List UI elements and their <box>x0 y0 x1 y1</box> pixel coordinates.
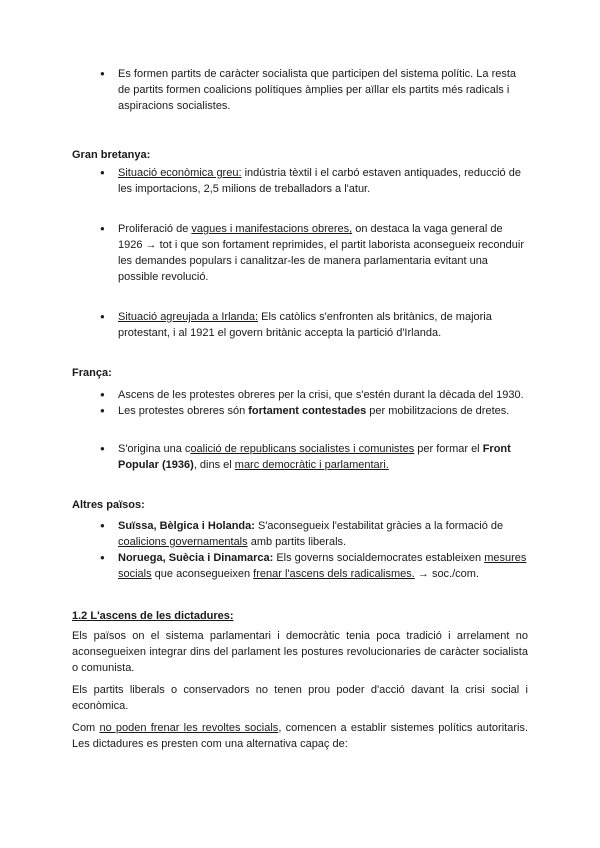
bullet-text: per formar el <box>414 443 483 455</box>
bullet-text: indústria tèxtil i el carbó estaven antiquades, reducció de les importacions, 2,5 milions de treballadors a l'atur. <box>118 167 521 195</box>
bullet-text: Proliferació de <box>118 223 192 235</box>
bullet-text: per mobilitzacions de dretes. <box>366 405 510 417</box>
section-heading-franca: França: <box>72 367 112 379</box>
bullet-text: → soc./com. <box>414 568 480 580</box>
underlined-term: oalició de republicans socialistes i comunistes <box>190 443 415 455</box>
underlined-term: no poden frenar les revoltes socials <box>99 722 279 734</box>
underlined-term: mesures socials <box>118 552 527 580</box>
paragraph: Els països on el sistema parlamentari i democràtic tenia poca tradició i arrelament no aconsegueixen integrar dins del parlament les postures revolucionaries de caràcter socialista o comunista. <box>72 630 528 674</box>
bold-term: Noruega, Suècia i Dinamarca: <box>118 552 274 564</box>
bullet-text: Els catòlics s'enfronten als britànics, de majoria protestant, i al 1921 el govern britànic accepta la partició d'Irlanda. <box>118 311 492 339</box>
underlined-term: vagues i manifestacions obreres, <box>191 223 353 235</box>
list-item <box>72 66 528 114</box>
underlined-term: Situació econòmica greu: <box>118 167 242 179</box>
bullet-text: Els governs socialdemocrates estableixen <box>273 552 485 564</box>
bullet-text: Les protestes obreres són <box>118 405 249 417</box>
bullet-text: Ascens de les protestes obreres per la crisi, que s'estén durant la dècada del 1930. <box>118 389 524 401</box>
list-item <box>72 441 528 473</box>
fr-list <box>72 387 528 473</box>
altres-list <box>72 518 528 582</box>
intro-list <box>72 66 528 114</box>
bullet-text: que aconsegueixen <box>151 568 254 580</box>
bold-term: fortament contestades <box>248 405 367 417</box>
paragraph <box>72 720 528 752</box>
document-page <box>72 66 528 752</box>
underlined-term: coalicions governamentals <box>118 536 248 548</box>
underlined-term: frenar l'ascens dels radicalismes. <box>253 568 415 580</box>
bullet-text: S'aconsegueix l'estabilitat gràcies a la formació de <box>254 520 504 532</box>
list-item <box>72 221 528 285</box>
paragraph-text: , comencen a establir sistemes polítics autoritaris. Les dictadures es presten com una alternativa capaç de: <box>72 722 528 750</box>
bullet-text: Es formen partits de caràcter socialista que participen del sistema polític. La resta de partits formen coalicions polítiques àmplies per aïllar els partits més radicals i aspiracions socialistes. <box>118 68 517 112</box>
bullet-text: , dins el <box>193 459 235 471</box>
list-item <box>72 550 528 582</box>
list-item <box>72 518 528 550</box>
list-item <box>72 403 528 419</box>
paragraph-text: Com <box>72 722 100 734</box>
list-item <box>72 165 528 197</box>
bullet-text: amb partits liberals. <box>247 536 347 548</box>
bold-term: Front Popular (1936) <box>118 443 511 471</box>
list-item <box>72 387 528 403</box>
underlined-term: marc democràtic i parlamentari. <box>234 459 389 471</box>
underlined-term: Situació agreujada a Irlanda: <box>118 311 259 323</box>
bold-term: Suïssa, Bèlgica i Holanda: <box>118 520 255 532</box>
section-heading-gran-bretanya: Gran bretanya: <box>72 149 151 161</box>
section-heading-dictadures: 1.2 L'ascens de les dictadures: <box>72 610 234 622</box>
paragraph: Els partits liberals o conservadors no tenen prou poder d'acció davant la crisi social i econòmica. <box>72 684 528 712</box>
list-item <box>72 309 528 341</box>
bullet-text: S'origina una c <box>118 443 191 455</box>
bullet-text: on destaca la vaga general de 1926 → tot i que son fortament reprimides, el partit laborista aconsegueix reconduir les demandes populars i canalitzar-les de manera parlamentaria evitant una possible revolució. <box>118 223 524 283</box>
section-heading-altres-paisos: Altres països: <box>72 499 145 511</box>
gb-list <box>72 165 528 341</box>
